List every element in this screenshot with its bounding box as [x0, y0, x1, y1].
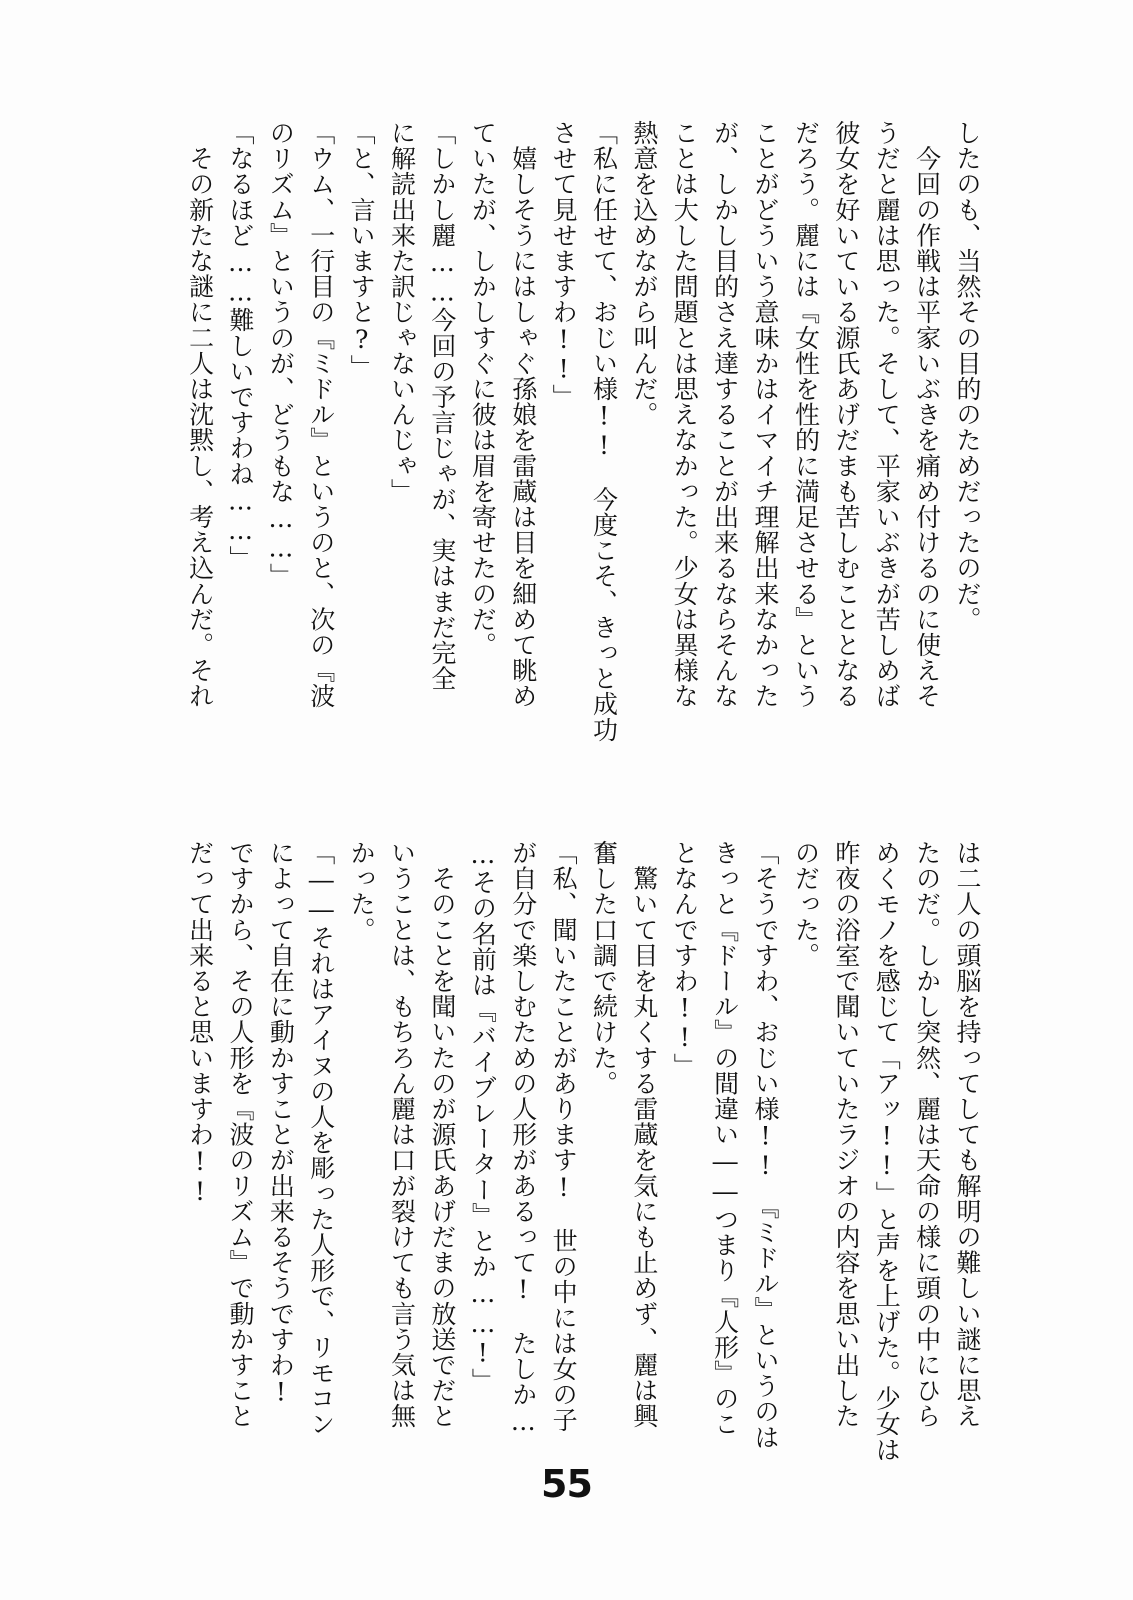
text-column: ことは大した問題とは思えなかった。少女は異様な	[670, 120, 700, 709]
text-column: 「私、聞いたことがあります! 世の中には女の子	[549, 840, 579, 1433]
text-column: に解読出来た訳じゃないんじゃ」	[387, 120, 417, 504]
text-column: 今回の作戦は平家いぶきを痛め付けるのに使えそ	[912, 120, 942, 709]
text-column: のリズム』というのが、どうもな……」	[266, 120, 296, 589]
text-column: 驚いて目を丸くする雷蔵を気にも止めず、麗は興	[629, 840, 659, 1429]
text-column: ですから、その人形を『波のリズム』で動かすこと	[225, 840, 255, 1429]
text-column: 「なるほど……難しいですわね……」	[225, 120, 255, 572]
text-column: のだった。	[791, 840, 821, 968]
text-column: 彼女を好いている源氏あげだまも苦しむこととなる	[831, 120, 861, 709]
text-column: そのことを聞いたのが源氏あげだまの放送でだと	[427, 840, 457, 1429]
text-column: したのも、当然その目的のためだったのだ。	[953, 120, 982, 632]
text-column: 奮した口調で続けた。	[589, 840, 619, 1096]
text-column: させて見せますわ!!」	[549, 120, 579, 410]
text-column: が自分で楽しむための人形があるって! たしか…	[508, 840, 538, 1437]
text-column: 「と、言いますと?」	[347, 120, 377, 380]
text-column: ことがどういう意味かはイマイチ理解出来なかった	[751, 120, 781, 709]
text-column: 「ウム、一行目の『ミドル』というのと、次の『波	[306, 120, 336, 709]
text-column: いうことは、もちろん麗は口が裂けても言う気は無	[387, 840, 417, 1429]
text-column: 「しかし麗……今回の予言じゃが、実はまだ完全	[427, 120, 457, 692]
text-column: が、しかし目的さえ達することが出来るならそんな	[710, 120, 740, 709]
text-column: 「私に任せて、おじい様!! 今度こそ、きっと成功	[589, 120, 619, 743]
text-column: 「そうですわ、おじい様!! 『ミドル』というのは	[751, 840, 781, 1450]
text-column: だろう。麗には『女性を性的に満足させる』という	[791, 120, 821, 709]
text-column: …その名前は『バイブレーター』とか……!」	[468, 840, 498, 1394]
text-column: 「――それはアイヌの人を彫った人形で、リモコン	[306, 840, 336, 1437]
text-column: かった。	[347, 840, 377, 943]
text-column: によって自在に動かすことが出来るそうですわ!	[266, 840, 296, 1408]
text-column: その新たな謎に二人は沈黙し、考え込んだ。それ	[185, 120, 215, 709]
text-column: となんですわ!!」	[670, 840, 700, 1079]
text-column: めくモノを感じて「アッ!!」と声を上げた。少女は	[872, 840, 902, 1463]
text-column: 嬉しそうにはしゃぐ孫娘を雷蔵は目を細めて眺め	[508, 120, 538, 709]
text-column: うだと麗は思った。そして、平家いぶきが苦しめば	[872, 120, 902, 709]
text-column: は二人の頭脳を持ってしても解明の難しい謎に思え	[953, 840, 982, 1429]
upper-text-block	[138, 120, 980, 768]
lower-text-block	[138, 840, 982, 1463]
text-column: 熱意を込めながら叫んだ。	[629, 120, 659, 428]
text-column: たのだ。しかし突然、麗は天命の様に頭の中にひら	[912, 840, 942, 1429]
text-column: きっと『ドール』の間違い――つまり『人形』のこ	[710, 840, 740, 1437]
page-number: 55	[541, 1462, 592, 1506]
text-column: だって出来ると思いますわ!!	[185, 840, 215, 1207]
text-column: ていたが、しかしすぐに彼は眉を寄せたのだ。	[468, 120, 498, 658]
text-column: 昨夜の浴室で聞いていたラジオの内容を思い出した	[831, 840, 861, 1429]
